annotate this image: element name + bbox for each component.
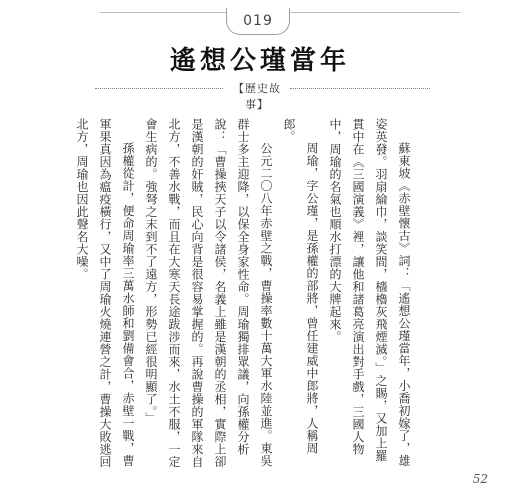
paragraph: 周瑜，字公瑾，是孫權的部將，曾任建威中郎將，人稱周郎。	[282, 118, 319, 455]
chapter-number-tab: 019	[226, 8, 290, 35]
paragraph: 孫權從計，便命周瑜率三萬水師和劉備會合，赤壁一戰，曹軍果真因為瘟疫橫行，又中了周瑜火燒連營之計，曹操大敗逃回北方，周瑜也因此聲名大噪。	[75, 118, 135, 468]
section-label: 【歷史故事】	[233, 82, 281, 111]
page-number: 52	[472, 472, 488, 486]
story-body	[75, 118, 415, 473]
section-divider-left	[95, 88, 223, 89]
paragraph: 蘇東坡《赤壁懷古》詞：「遙想公瑾當年，小喬初嫁了，雄姿英發。羽扇綸巾，談笑間，檣櫓灰飛煙滅。」之賜，又加上羅貫中在《三國演義》裡，讓他和諸葛亮演出對手戲，三國人物中，周瑜的名氣也順水打漂的大牌起來。	[328, 118, 411, 467]
chapter-title: 遙想公瑾當年	[169, 46, 350, 76]
paragraph: 公元二〇八年赤壁之戰，曹操率數十萬大軍水陸並進。東吳群士多主迎降，以保全身家性命。周瑜獨排眾議，向孫權分析說：「曹操挾天子以令諸侯，名義上雖是漢朝的丞相，實際上卻是漢朝的奸賊，民心向背是很容易掌握的。再說曹操的軍隊來自北方，不善水戰，而且在大寒天長途跋涉而來，水土不服，一定會生病的。強弩之末到不了遠方，形勢已經很明顯了。」	[144, 118, 273, 468]
section-divider-right	[290, 88, 430, 89]
